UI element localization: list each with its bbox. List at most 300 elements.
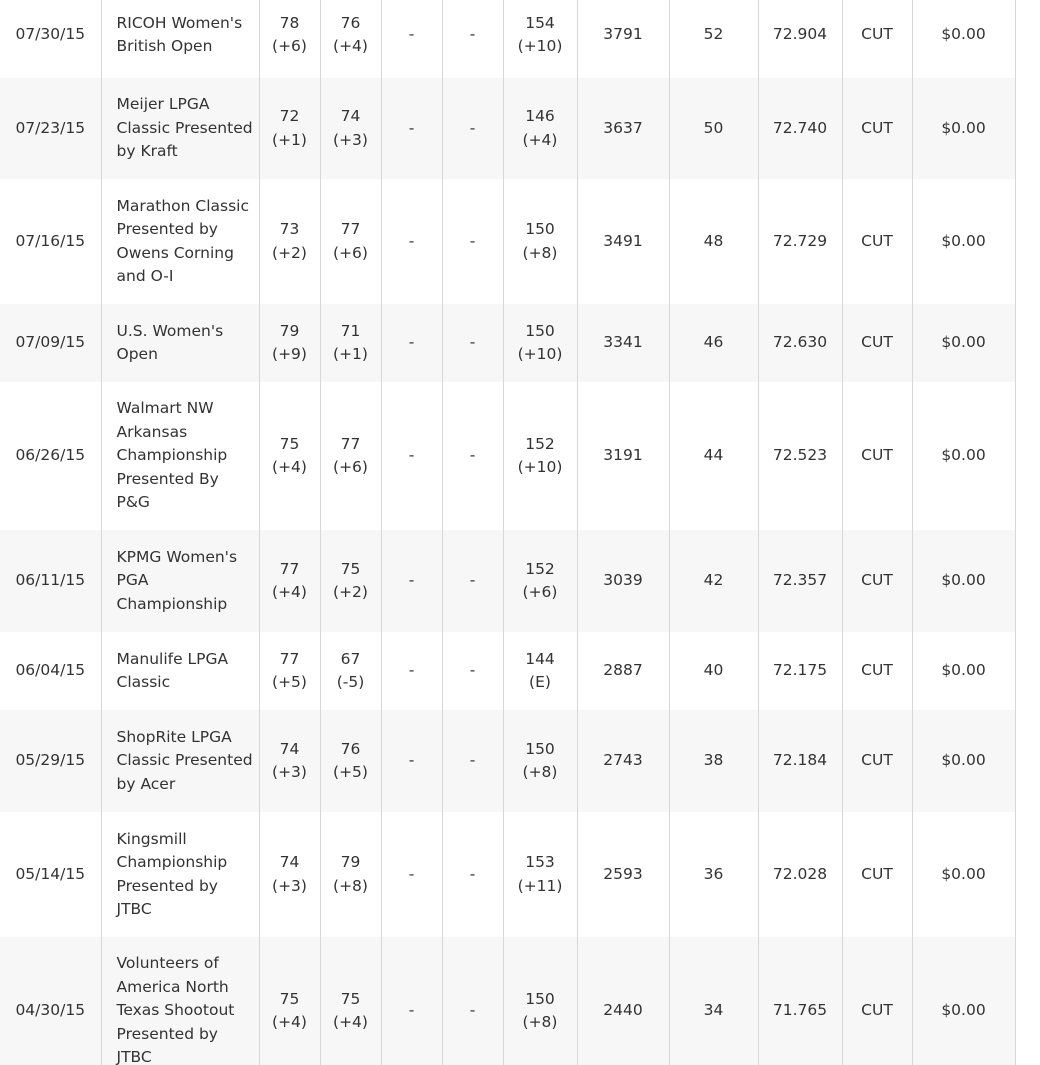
events-cell xyxy=(669,0,758,78)
tournament-cell xyxy=(101,179,259,304)
round-1-score-line: (+3) xyxy=(272,876,307,895)
date-cell xyxy=(0,710,101,812)
round-2-score-line: (+6) xyxy=(333,243,368,262)
round-1-score-line: 75 xyxy=(279,989,300,1008)
events-cell xyxy=(669,710,758,812)
scoring-average-text: 72.028 xyxy=(772,864,828,883)
table-row xyxy=(0,179,1015,304)
round-4-score: - xyxy=(469,231,476,250)
round-4-score: - xyxy=(469,864,476,883)
round-3-score: - xyxy=(408,333,415,352)
finish-text: CUT xyxy=(861,118,893,137)
scoring-average-cell xyxy=(758,304,842,382)
scoring-average-cell xyxy=(758,530,842,632)
round-1-score-line: 79 xyxy=(279,321,300,340)
events-text: 48 xyxy=(703,231,724,250)
total-cell xyxy=(503,179,577,304)
round-2-score-line: (+3) xyxy=(333,130,368,149)
round-3-cell xyxy=(381,937,442,1065)
round-2-score-line: 77 xyxy=(340,220,361,239)
tournament-name-line: Championship xyxy=(116,594,228,613)
finish-cell xyxy=(842,530,912,632)
round-2-cell xyxy=(320,179,381,304)
money-cell xyxy=(912,632,1015,710)
tournament-name-line: Volunteers of xyxy=(116,954,219,973)
total-score-line: 146 xyxy=(525,107,555,126)
tournament-cell xyxy=(101,0,259,78)
money-cell xyxy=(912,179,1015,304)
total-score-line: (+10) xyxy=(517,345,563,363)
scoring-average-text: 72.740 xyxy=(772,118,828,137)
total-score-line: (+8) xyxy=(522,243,558,262)
money-text: $0.00 xyxy=(941,661,986,680)
events-cell xyxy=(669,530,758,632)
table-row xyxy=(0,710,1015,812)
round-4-score: - xyxy=(469,118,476,137)
tournament-cell xyxy=(101,937,259,1065)
round-3-score: - xyxy=(408,571,415,590)
total-score-line: 144 xyxy=(525,649,555,668)
tournament-name-line: Presented by xyxy=(116,1024,218,1043)
finish-cell xyxy=(842,304,912,382)
round-3-cell xyxy=(381,78,442,179)
total-cell xyxy=(503,304,577,382)
round-4-score: - xyxy=(469,25,476,44)
tournament-name-line: ShopRite LPGA xyxy=(116,727,232,746)
events-cell xyxy=(669,304,758,382)
round-4-cell xyxy=(442,304,503,382)
total-cell xyxy=(503,937,577,1065)
finish-cell xyxy=(842,812,912,937)
date-cell xyxy=(0,382,101,530)
points-cell xyxy=(577,0,669,78)
round-2-score-line: 76 xyxy=(340,739,361,758)
date-text: 07/09/15 xyxy=(15,333,86,352)
points-text: 3637 xyxy=(603,118,643,137)
round-1-cell xyxy=(259,710,320,812)
total-score-line: 152 xyxy=(525,434,555,453)
round-3-score: - xyxy=(408,118,415,137)
events-text: 34 xyxy=(703,1001,724,1020)
events-text: 52 xyxy=(703,25,724,44)
finish-text: CUT xyxy=(861,446,893,465)
round-1-score-line: (+2) xyxy=(272,243,307,262)
round-3-score: - xyxy=(408,661,415,680)
points-cell xyxy=(577,530,669,632)
money-text: $0.00 xyxy=(941,571,986,590)
date-cell xyxy=(0,937,101,1065)
round-4-score: - xyxy=(469,661,476,680)
round-1-score-line: (+9) xyxy=(272,345,307,363)
money-cell xyxy=(912,78,1015,179)
round-2-cell xyxy=(320,812,381,937)
scoring-average-cell xyxy=(758,937,842,1065)
round-2-score-line: (+8) xyxy=(333,876,368,895)
round-2-score-line: 74 xyxy=(340,107,361,126)
scoring-average-text: 72.630 xyxy=(772,333,828,352)
round-4-score: - xyxy=(469,446,476,465)
events-text: 36 xyxy=(703,864,724,883)
tournament-cell xyxy=(101,710,259,812)
tournament-name-line: RICOH Women's xyxy=(116,13,243,32)
round-1-score-line: 77 xyxy=(279,559,300,578)
round-4-score: - xyxy=(469,1001,476,1020)
finish-cell xyxy=(842,179,912,304)
events-text: 44 xyxy=(703,446,724,465)
tournament-cell xyxy=(101,812,259,937)
tournament-name-line: America North xyxy=(116,977,229,996)
date-text: 04/30/15 xyxy=(15,1001,86,1020)
tournament-name-line: Open xyxy=(116,345,158,363)
scoring-average-text: 72.729 xyxy=(772,231,828,250)
finish-cell xyxy=(842,78,912,179)
round-3-cell xyxy=(381,632,442,710)
total-score-line: (+11) xyxy=(517,876,563,895)
total-score-line: 150 xyxy=(525,989,555,1008)
round-1-cell xyxy=(259,304,320,382)
finish-cell xyxy=(842,937,912,1065)
round-1-score-line: (+3) xyxy=(272,763,307,781)
round-4-cell xyxy=(442,382,503,530)
money-cell xyxy=(912,304,1015,382)
round-1-score-line: (+5) xyxy=(272,673,307,691)
tournament-name-line: by Kraft xyxy=(116,142,178,161)
tournament-name-line: Marathon Classic xyxy=(116,196,249,215)
round-1-cell xyxy=(259,382,320,530)
points-cell xyxy=(577,179,669,304)
date-cell xyxy=(0,304,101,382)
money-text: $0.00 xyxy=(941,864,986,883)
total-score-line: (+8) xyxy=(522,763,558,781)
total-cell xyxy=(503,530,577,632)
finish-text: CUT xyxy=(861,751,893,770)
finish-cell xyxy=(842,632,912,710)
round-2-cell xyxy=(320,710,381,812)
money-text: $0.00 xyxy=(941,1001,986,1020)
money-text: $0.00 xyxy=(941,231,986,250)
table-row xyxy=(0,632,1015,710)
round-4-cell xyxy=(442,530,503,632)
date-cell xyxy=(0,812,101,937)
round-4-cell xyxy=(442,812,503,937)
round-4-cell xyxy=(442,710,503,812)
round-1-score-line: 77 xyxy=(279,649,300,668)
tournament-name-line: Championship xyxy=(116,446,228,465)
events-text: 50 xyxy=(703,118,724,137)
round-1-score-line: 75 xyxy=(279,434,300,453)
round-2-cell xyxy=(320,382,381,530)
finish-text: CUT xyxy=(861,333,893,352)
total-score-line: 150 xyxy=(525,739,555,758)
events-cell xyxy=(669,179,758,304)
points-cell xyxy=(577,937,669,1065)
points-text: 2887 xyxy=(603,661,643,680)
round-2-score-line: 75 xyxy=(340,559,361,578)
round-4-cell xyxy=(442,632,503,710)
table-row xyxy=(0,304,1015,382)
finish-cell xyxy=(842,382,912,530)
scoring-average-text: 72.175 xyxy=(772,661,828,680)
round-4-cell xyxy=(442,78,503,179)
finish-text: CUT xyxy=(861,231,893,250)
round-2-cell xyxy=(320,0,381,78)
total-score-line: (+8) xyxy=(522,1013,558,1031)
table-row xyxy=(0,937,1015,1065)
round-3-cell xyxy=(381,812,442,937)
money-text: $0.00 xyxy=(941,333,986,352)
round-2-cell xyxy=(320,632,381,710)
round-1-score-line: (+4) xyxy=(272,583,307,601)
round-4-cell xyxy=(442,179,503,304)
table-row xyxy=(0,78,1015,179)
round-1-score-line: 72 xyxy=(279,107,300,126)
tournament-name-line: Presented By xyxy=(116,469,219,488)
table-row xyxy=(0,530,1015,632)
money-cell xyxy=(912,937,1015,1065)
date-cell xyxy=(0,179,101,304)
round-2-score-line: (+6) xyxy=(333,458,368,476)
points-cell xyxy=(577,710,669,812)
money-text: $0.00 xyxy=(941,446,986,465)
events-text: 38 xyxy=(703,751,724,770)
total-score-line: (E) xyxy=(529,673,551,691)
scoring-average-cell xyxy=(758,179,842,304)
round-1-score-line: 74 xyxy=(279,739,300,758)
tournament-name-line: Classic xyxy=(116,673,171,691)
scoring-average-cell xyxy=(758,812,842,937)
round-3-score: - xyxy=(408,25,415,44)
total-cell xyxy=(503,632,577,710)
points-cell xyxy=(577,632,669,710)
tournament-name-line: Manulife LPGA xyxy=(116,649,229,668)
tournament-name-line: U.S. Women's xyxy=(116,321,224,340)
tournament-name-line: P&G xyxy=(116,493,150,512)
events-cell xyxy=(669,78,758,179)
money-cell xyxy=(912,0,1015,78)
date-text: 05/29/15 xyxy=(15,751,86,770)
round-2-score-line: 76 xyxy=(340,13,361,32)
tournament-name-line: Presented by xyxy=(116,220,218,239)
date-text: 07/30/15 xyxy=(15,25,86,44)
scoring-average-text: 72.184 xyxy=(772,751,828,770)
finish-text: CUT xyxy=(861,571,893,590)
round-2-score-line: (-5) xyxy=(336,673,365,691)
tournament-cell xyxy=(101,632,259,710)
events-text: 42 xyxy=(703,571,724,590)
round-1-cell xyxy=(259,0,320,78)
scoring-average-cell xyxy=(758,382,842,530)
round-3-score: - xyxy=(408,751,415,770)
table-row xyxy=(0,382,1015,530)
date-cell xyxy=(0,0,101,78)
finish-text: CUT xyxy=(861,661,893,680)
points-text: 2440 xyxy=(603,1001,643,1020)
total-score-line: 150 xyxy=(525,321,555,340)
round-4-cell xyxy=(442,0,503,78)
finish-cell xyxy=(842,0,912,78)
round-2-score-line: 75 xyxy=(340,989,361,1008)
round-1-cell xyxy=(259,530,320,632)
total-cell xyxy=(503,382,577,530)
tournament-cell xyxy=(101,382,259,530)
round-2-score-line: (+1) xyxy=(333,345,368,363)
table-row xyxy=(0,812,1015,937)
total-cell xyxy=(503,710,577,812)
points-text: 3791 xyxy=(603,25,643,44)
date-text: 07/16/15 xyxy=(15,231,86,250)
round-4-score: - xyxy=(469,333,476,352)
points-text: 3341 xyxy=(603,333,643,352)
tournament-name-line: Presented by xyxy=(116,876,218,895)
total-score-line: 152 xyxy=(525,559,555,578)
tournament-name-line: JTBC xyxy=(116,1048,152,1065)
finish-text: CUT xyxy=(861,1001,893,1020)
round-3-cell xyxy=(381,179,442,304)
money-cell xyxy=(912,812,1015,937)
round-1-score-line: (+1) xyxy=(272,130,307,149)
scoring-average-text: 72.904 xyxy=(772,25,828,44)
finish-text: CUT xyxy=(861,25,893,44)
round-2-cell xyxy=(320,304,381,382)
tournament-name-line: JTBC xyxy=(116,899,152,918)
events-cell xyxy=(669,382,758,530)
round-3-score: - xyxy=(408,446,415,465)
finish-text: CUT xyxy=(861,864,893,883)
points-cell xyxy=(577,304,669,382)
total-score-line: (+4) xyxy=(522,130,558,149)
round-3-cell xyxy=(381,382,442,530)
scoring-average-text: 72.523 xyxy=(772,446,828,465)
round-1-score-line: (+4) xyxy=(272,458,307,476)
round-2-score-line: (+4) xyxy=(333,1013,368,1031)
scoring-average-cell xyxy=(758,78,842,179)
tournament-name-line: PGA xyxy=(116,571,149,590)
money-text: $0.00 xyxy=(941,25,986,44)
points-text: 2743 xyxy=(603,751,643,770)
events-cell xyxy=(669,937,758,1065)
round-1-cell xyxy=(259,937,320,1065)
tournament-name-line: Texas Shootout xyxy=(116,1001,235,1020)
table-row xyxy=(0,0,1015,78)
date-cell xyxy=(0,530,101,632)
tournament-name-line: by Acer xyxy=(116,774,176,793)
round-1-cell xyxy=(259,632,320,710)
date-text: 07/23/15 xyxy=(15,118,86,137)
points-cell xyxy=(577,812,669,937)
round-3-cell xyxy=(381,0,442,78)
points-cell xyxy=(577,78,669,179)
total-score-line: (+10) xyxy=(517,37,563,55)
scoring-average-cell xyxy=(758,710,842,812)
round-1-cell xyxy=(259,179,320,304)
date-text: 06/04/15 xyxy=(15,661,86,680)
round-2-score-line: (+4) xyxy=(333,37,368,55)
round-1-score-line: (+4) xyxy=(272,1013,307,1031)
money-text: $0.00 xyxy=(941,118,986,137)
round-4-score: - xyxy=(469,751,476,770)
tournament-name-line: Classic Presented xyxy=(116,118,253,137)
total-score-line: (+10) xyxy=(517,458,563,476)
money-cell xyxy=(912,530,1015,632)
tournament-name-line: Walmart NW xyxy=(116,399,214,418)
tournament-cell xyxy=(101,78,259,179)
round-2-score-line: (+5) xyxy=(333,763,368,781)
round-2-cell xyxy=(320,78,381,179)
tournament-name-line: Kingsmill xyxy=(116,829,187,848)
points-text: 3191 xyxy=(603,446,643,465)
round-3-score: - xyxy=(408,231,415,250)
round-3-score: - xyxy=(408,1001,415,1020)
scoring-average-cell xyxy=(758,632,842,710)
points-text: 3491 xyxy=(603,231,643,250)
date-text: 06/11/15 xyxy=(15,571,86,590)
scoring-average-text: 71.765 xyxy=(772,1001,828,1020)
date-cell xyxy=(0,632,101,710)
scoring-average-text: 72.357 xyxy=(772,571,828,590)
round-1-score-line: 78 xyxy=(279,13,300,32)
events-text: 40 xyxy=(703,661,724,680)
points-text: 3039 xyxy=(603,571,643,590)
round-2-score-line: 71 xyxy=(340,321,361,340)
date-text: 06/26/15 xyxy=(15,446,86,465)
events-cell xyxy=(669,812,758,937)
total-cell xyxy=(503,78,577,179)
tournament-name-line: and O-I xyxy=(116,266,174,285)
round-2-cell xyxy=(320,530,381,632)
money-text: $0.00 xyxy=(941,751,986,770)
round-1-score-line: 74 xyxy=(279,853,300,872)
round-3-score: - xyxy=(408,864,415,883)
date-text: 05/14/15 xyxy=(15,864,86,883)
date-cell xyxy=(0,78,101,179)
tournament-name-line: Championship xyxy=(116,853,228,872)
points-cell xyxy=(577,382,669,530)
total-score-line: 154 xyxy=(525,13,555,32)
total-score-line: (+6) xyxy=(522,583,558,601)
points-text: 2593 xyxy=(603,864,643,883)
round-3-cell xyxy=(381,304,442,382)
round-1-score-line: (+6) xyxy=(272,37,307,55)
events-cell xyxy=(669,632,758,710)
total-score-line: 150 xyxy=(525,220,555,239)
tournament-name-line: Arkansas xyxy=(116,422,188,441)
round-3-cell xyxy=(381,530,442,632)
round-1-cell xyxy=(259,812,320,937)
tournament-cell xyxy=(101,304,259,382)
finish-cell xyxy=(842,710,912,812)
round-1-cell xyxy=(259,78,320,179)
tournament-name-line: KPMG Women's xyxy=(116,547,238,566)
round-2-score-line: 77 xyxy=(340,434,361,453)
tournament-cell xyxy=(101,530,259,632)
money-cell xyxy=(912,710,1015,812)
events-text: 46 xyxy=(703,333,724,352)
total-cell xyxy=(503,0,577,78)
round-4-cell xyxy=(442,937,503,1065)
round-2-score-line: 79 xyxy=(340,853,361,872)
scoring-average-cell xyxy=(758,0,842,78)
money-cell xyxy=(912,382,1015,530)
round-2-score-line: (+2) xyxy=(333,583,368,601)
round-1-score-line: 73 xyxy=(279,220,300,239)
tournament-name-line: Classic Presented xyxy=(116,751,253,770)
total-score-line: 153 xyxy=(525,853,555,872)
round-2-cell xyxy=(320,937,381,1065)
tournament-name-line: Owens Corning xyxy=(116,243,234,262)
round-2-score-line: 67 xyxy=(340,649,361,668)
round-3-cell xyxy=(381,710,442,812)
total-cell xyxy=(503,812,577,937)
